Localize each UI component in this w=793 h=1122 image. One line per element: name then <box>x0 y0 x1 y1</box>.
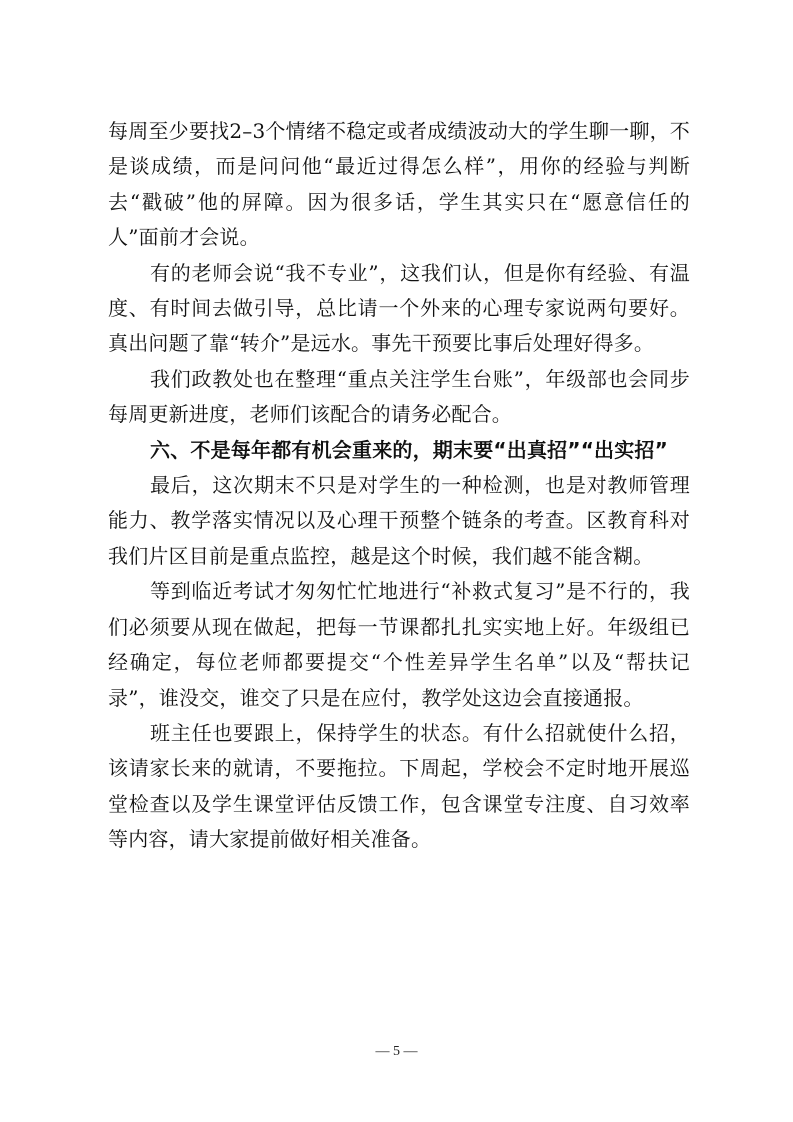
paragraph-final-exam-review: 最后，这次期末不只是对学生的一种检测，也是对教师管理能力、教学落实情况以及心理干预整个链条的考查。区教育科对我们片区目前是重点监控，越是这个时候，我们越不能含糊。 <box>108 473 690 568</box>
page-number: — 5 — <box>375 1044 418 1059</box>
document-body <box>108 114 690 858</box>
paragraph-class-teacher: 班主任也要跟上，保持学生的状态。有什么招就使什么招，该请家长来的就请，不要拖拉。下周起，学校会不定时地开展巡堂检查以及学生课堂评估反馈工作，包含课堂专注度、自习效率等内容，请大家提前做好相关准备。 <box>108 720 690 852</box>
paragraph-teacher-guidance: 有的老师会说“我不专业”，这我们认，但是你有经验、有温度、有时间去做引导，总比请一个外来的心理专家说两句要好。真出问题了靠“转介”是远水。事先干预要比事后处理好得多。 <box>108 260 690 356</box>
paragraph-weekly-talks: 每周至少要找2–3个情绪不稳定或者成绩波动大的学生聊一聊，不是谈成绩，而是问问他“最近过得怎么样”，用你的经验与判断去“戳破”他的屏障。因为很多话，学生其实只在“愿意信任的人”面前才会说。 <box>108 119 690 250</box>
section-heading-six: 六、不是每年都有机会重来的，期末要“出真招”“出实招” <box>150 437 668 462</box>
paragraph-start-now: 等到临近考试才匆匆忙忙地进行“补救式复习”是不行的，我们必须要从现在做起，把每一节课都扎扎实实地上好。年级组已经确定，每位老师都要提交“个性差异学生名单”以及“帮扶记录”，谁没交，谁交了只是在应付，教学处这边会直接通报。 <box>108 579 690 710</box>
paragraph-student-ledger: 我们政教处也在整理“重点关注学生台账”，年级部也会同步每周更新进度，老师们该配合的请务必配合。 <box>108 366 690 427</box>
